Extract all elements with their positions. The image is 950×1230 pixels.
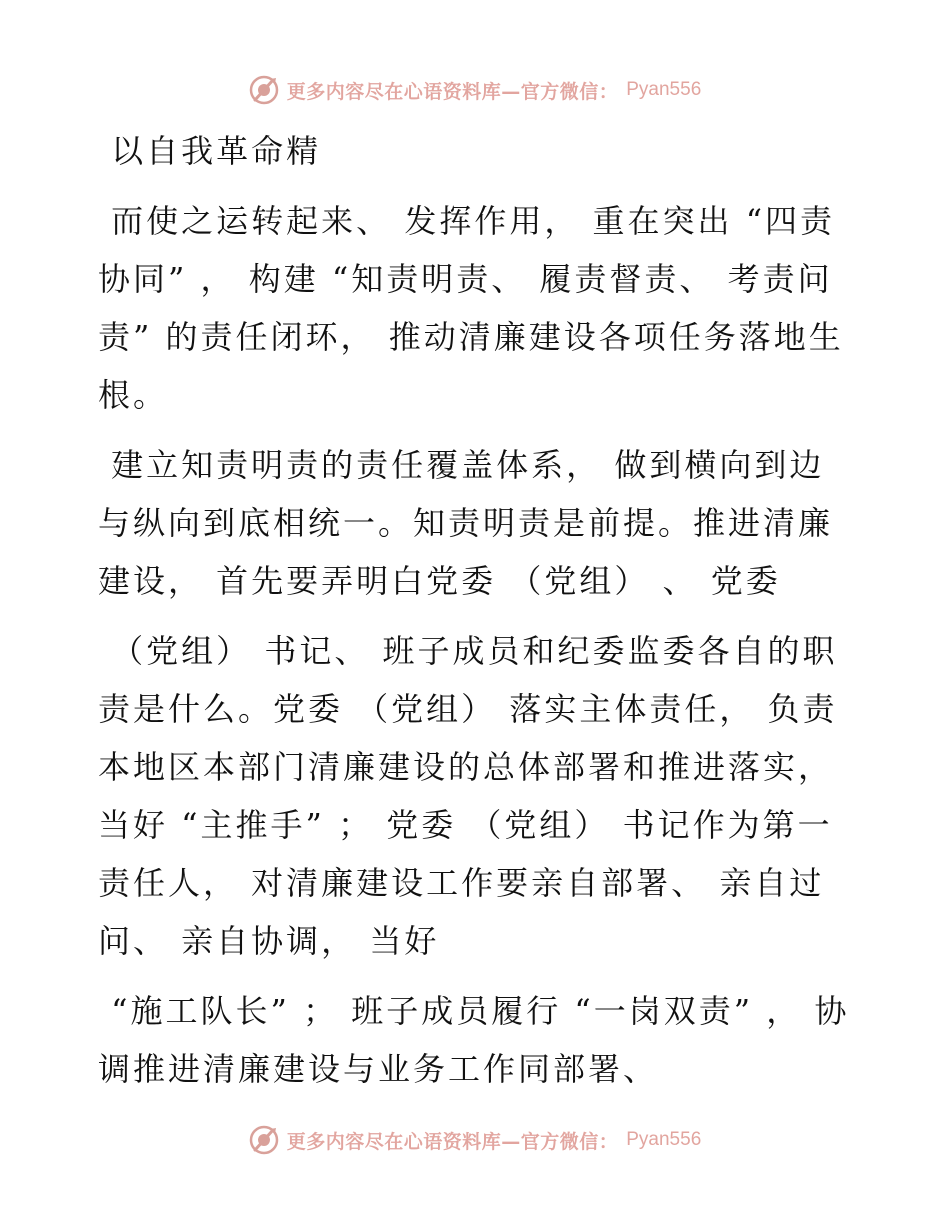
watermark-text: 更多内容尽在心语资料库—官方微信： [286,1130,619,1153]
watermark-handle: Pyan556 [626,79,702,100]
watermark-handle: Pyan556 [626,1129,702,1150]
pen-logo-icon [249,1125,279,1155]
document-body [98,122,858,1098]
paragraph: “施工队长” ； 班子成员履行 “一岗双责” ， 协调推进清廉建设与业务工作同部署、 [98,992,850,1088]
paragraph: 建立知责明责的责任覆盖体系， 做到横向到边与纵向到底相统一。知责明责是前提。推进清廉建设， 首先要弄明白党委 （党组） 、 党委 [98,446,834,600]
paragraph: 以自我革命精 [98,132,322,170]
paragraph: （党组） 书记、 班子成员和纪委监委各自的职责是什么。党委 （党组） 落实主体责任， 负责本地区本部门清廉建设的总体部署和推进落实， 当好 “主推手” ； 党委 （党组） 书记作为第一责任人， 对清廉建设工作要亲自部署、 亲自过问、 亲自协调， 当好 [98,632,847,960]
watermark-footer [0,1120,950,1160]
watermark-text: 更多内容尽在心语资料库—官方微信： [286,80,619,103]
watermark-header [0,70,950,110]
pen-logo-icon [249,75,279,105]
paragraph: 而使之运转起来、 发挥作用， 重在突出 “四责协同” ， 构建 “知责明责、 履责督责、 考责问责” 的责任闭环， 推动清廉建设各项任务落地生根。 [98,202,844,414]
